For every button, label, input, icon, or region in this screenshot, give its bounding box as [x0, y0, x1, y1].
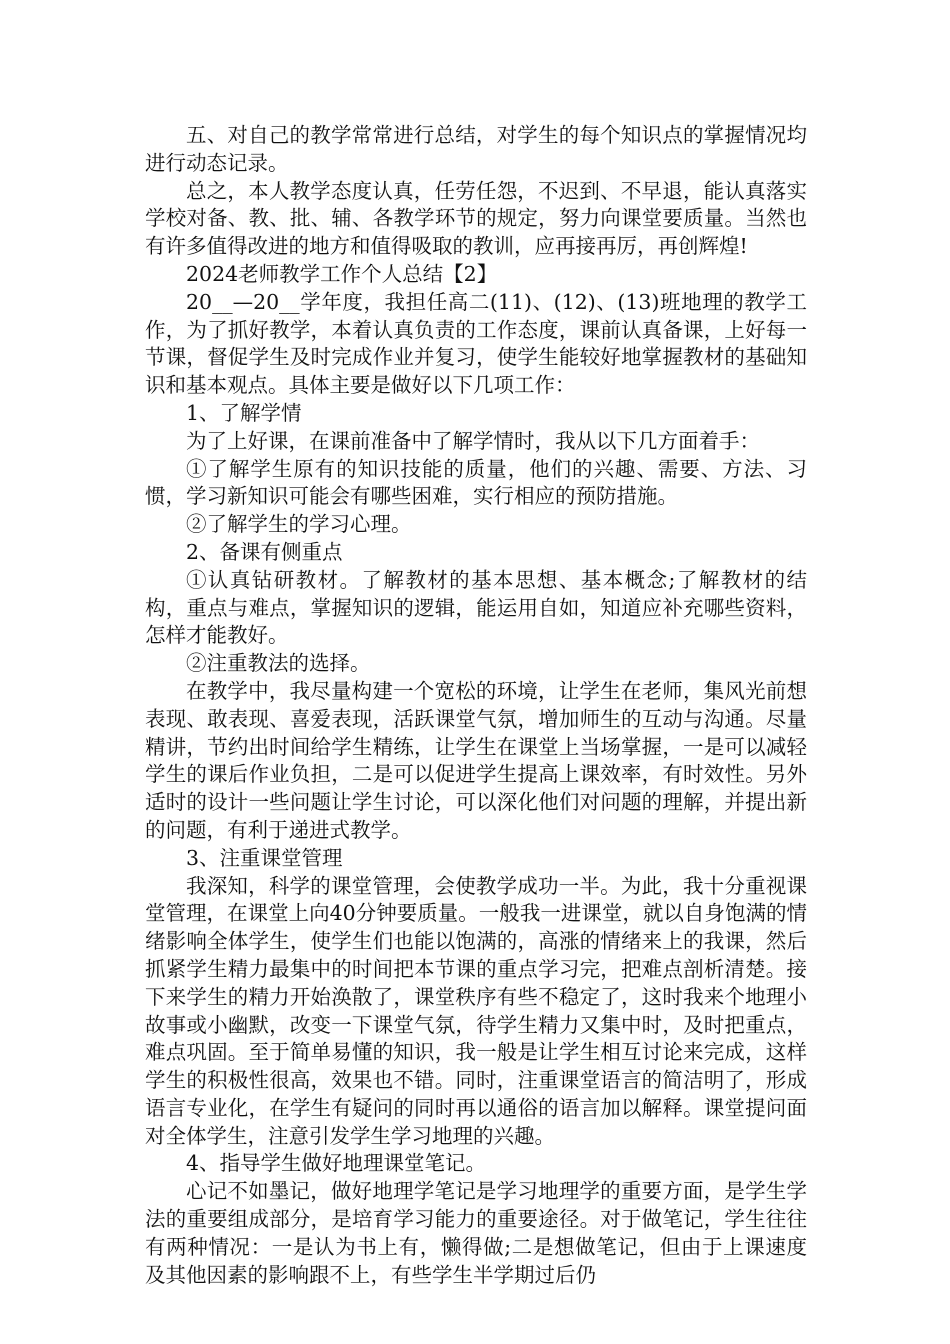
list-item-psychology: ②了解学生的学习心理。: [186, 512, 412, 537]
heading-classroom-management: 3、注重课堂管理: [186, 845, 343, 870]
paragraph-summary-point-five: 五、对自己的教学常常进行总结，对学生的每个知识点的掌握情况均进行动态记录。: [145, 123, 807, 175]
heading-lesson-focus: 2、备课有侧重点: [186, 539, 343, 564]
paragraph-classroom-management: 我深知，科学的课堂管理，会使教学成功一半。为此，我十分重视课堂管理，在课堂上向40分钟要质量。一般我一进课堂，就以自身饱满的情绪影响全体学生，使学生们也能以饱满的，高涨的情绪来上的我课，然后抓紧学生精力最集中的时间把本节课的重点学习完，把难点剖析清楚。接下来学生的精力开始涣散了，课堂秩序有些不稳定了，这时我来个地理小故事或小幽默，改变一下课堂气氛，待学生精力又集中时，及时把重点，难点巩固。至于简单易懂的知识，我一般是让学生相互讨论来完成，这样学生的积极性很高，效果也不错。同时，注重课堂语言的简洁明了，形成语言专业化，在学生有疑问的同时再以通俗的语言加以解释。课堂提问面对全体学生，注意引发学生学习地理的兴趣。: [145, 873, 807, 1148]
paragraph-conclusion: 总之，本人教学态度认真，任劳任怨，不迟到、不早退，能认真落实学校对备、教、批、辅、各教学环节的规定，努力向课堂要质量。当然也有许多值得改进的地方和值得吸取的教训，应再接再厉，再创辉煌!: [145, 178, 807, 259]
list-item-teaching-methods: ②注重教法的选择。: [186, 651, 371, 676]
paragraph-intro: 20__—20__学年度，我担任高二(11)、(12)、(13)班地理的教学工作，为了抓好教学，本着认真负责的工作态度，课前认真备课，上好每一节课，督促学生及时完成作业并复习，使学生能较好地掌握教材的基础知识和基本观点。具体主要是做好以下几项工作：: [145, 289, 807, 398]
heading-understand-students: 1、了解学情: [186, 400, 302, 425]
document-page: [145, 122, 807, 1289]
list-item-knowledge: ①了解学生原有的知识技能的质量，他们的兴趣、需要、方法、习惯，学习新知识可能会有哪些困难，实行相应的预防措施。: [145, 456, 807, 509]
paragraph-notes: 心记不如墨记，做好地理学笔记是学习地理学的重要方面，是学生学法的重要组成部分，是培育学习能力的重要途径。对于做笔记，学生往往有两种情况：一是认为书上有，懒得做;二是想做笔记，但由于上课速度及其他因素的影响跟不上，有些学生半学期过后仍: [145, 1179, 807, 1287]
list-item-study-materials: ①认真钻研教材。了解教材的基本思想、基本概念;了解教材的结构，重点与难点，掌握知识的逻辑，能运用自如，知道应补充哪些资料，怎样才能教好。: [145, 567, 807, 648]
section-title: 2024老师教学工作个人总结【2】: [186, 261, 498, 286]
heading-notes: 4、指导学生做好地理课堂笔记。: [186, 1151, 487, 1176]
paragraph-prepare: 为了上好课，在课前准备中了解学情时，我从以下几方面着手：: [186, 428, 760, 453]
paragraph-classroom-environment: 在教学中，我尽量构建一个宽松的环境，让学生在老师，集风光前想表现、敢表现、喜爱表现，活跃课堂气氛，增加师生的互动与沟通。尽量精讲，节约出时间给学生精练，让学生在课堂上当场掌握，一是可以减轻学生的课后作业负担，二是可以促进学生提高上课效率，有时效性。另外适时的设计一些问题让学生讨论，可以深化他们对问题的理解，并提出新的问题，有利于递进式教学。: [145, 678, 807, 842]
